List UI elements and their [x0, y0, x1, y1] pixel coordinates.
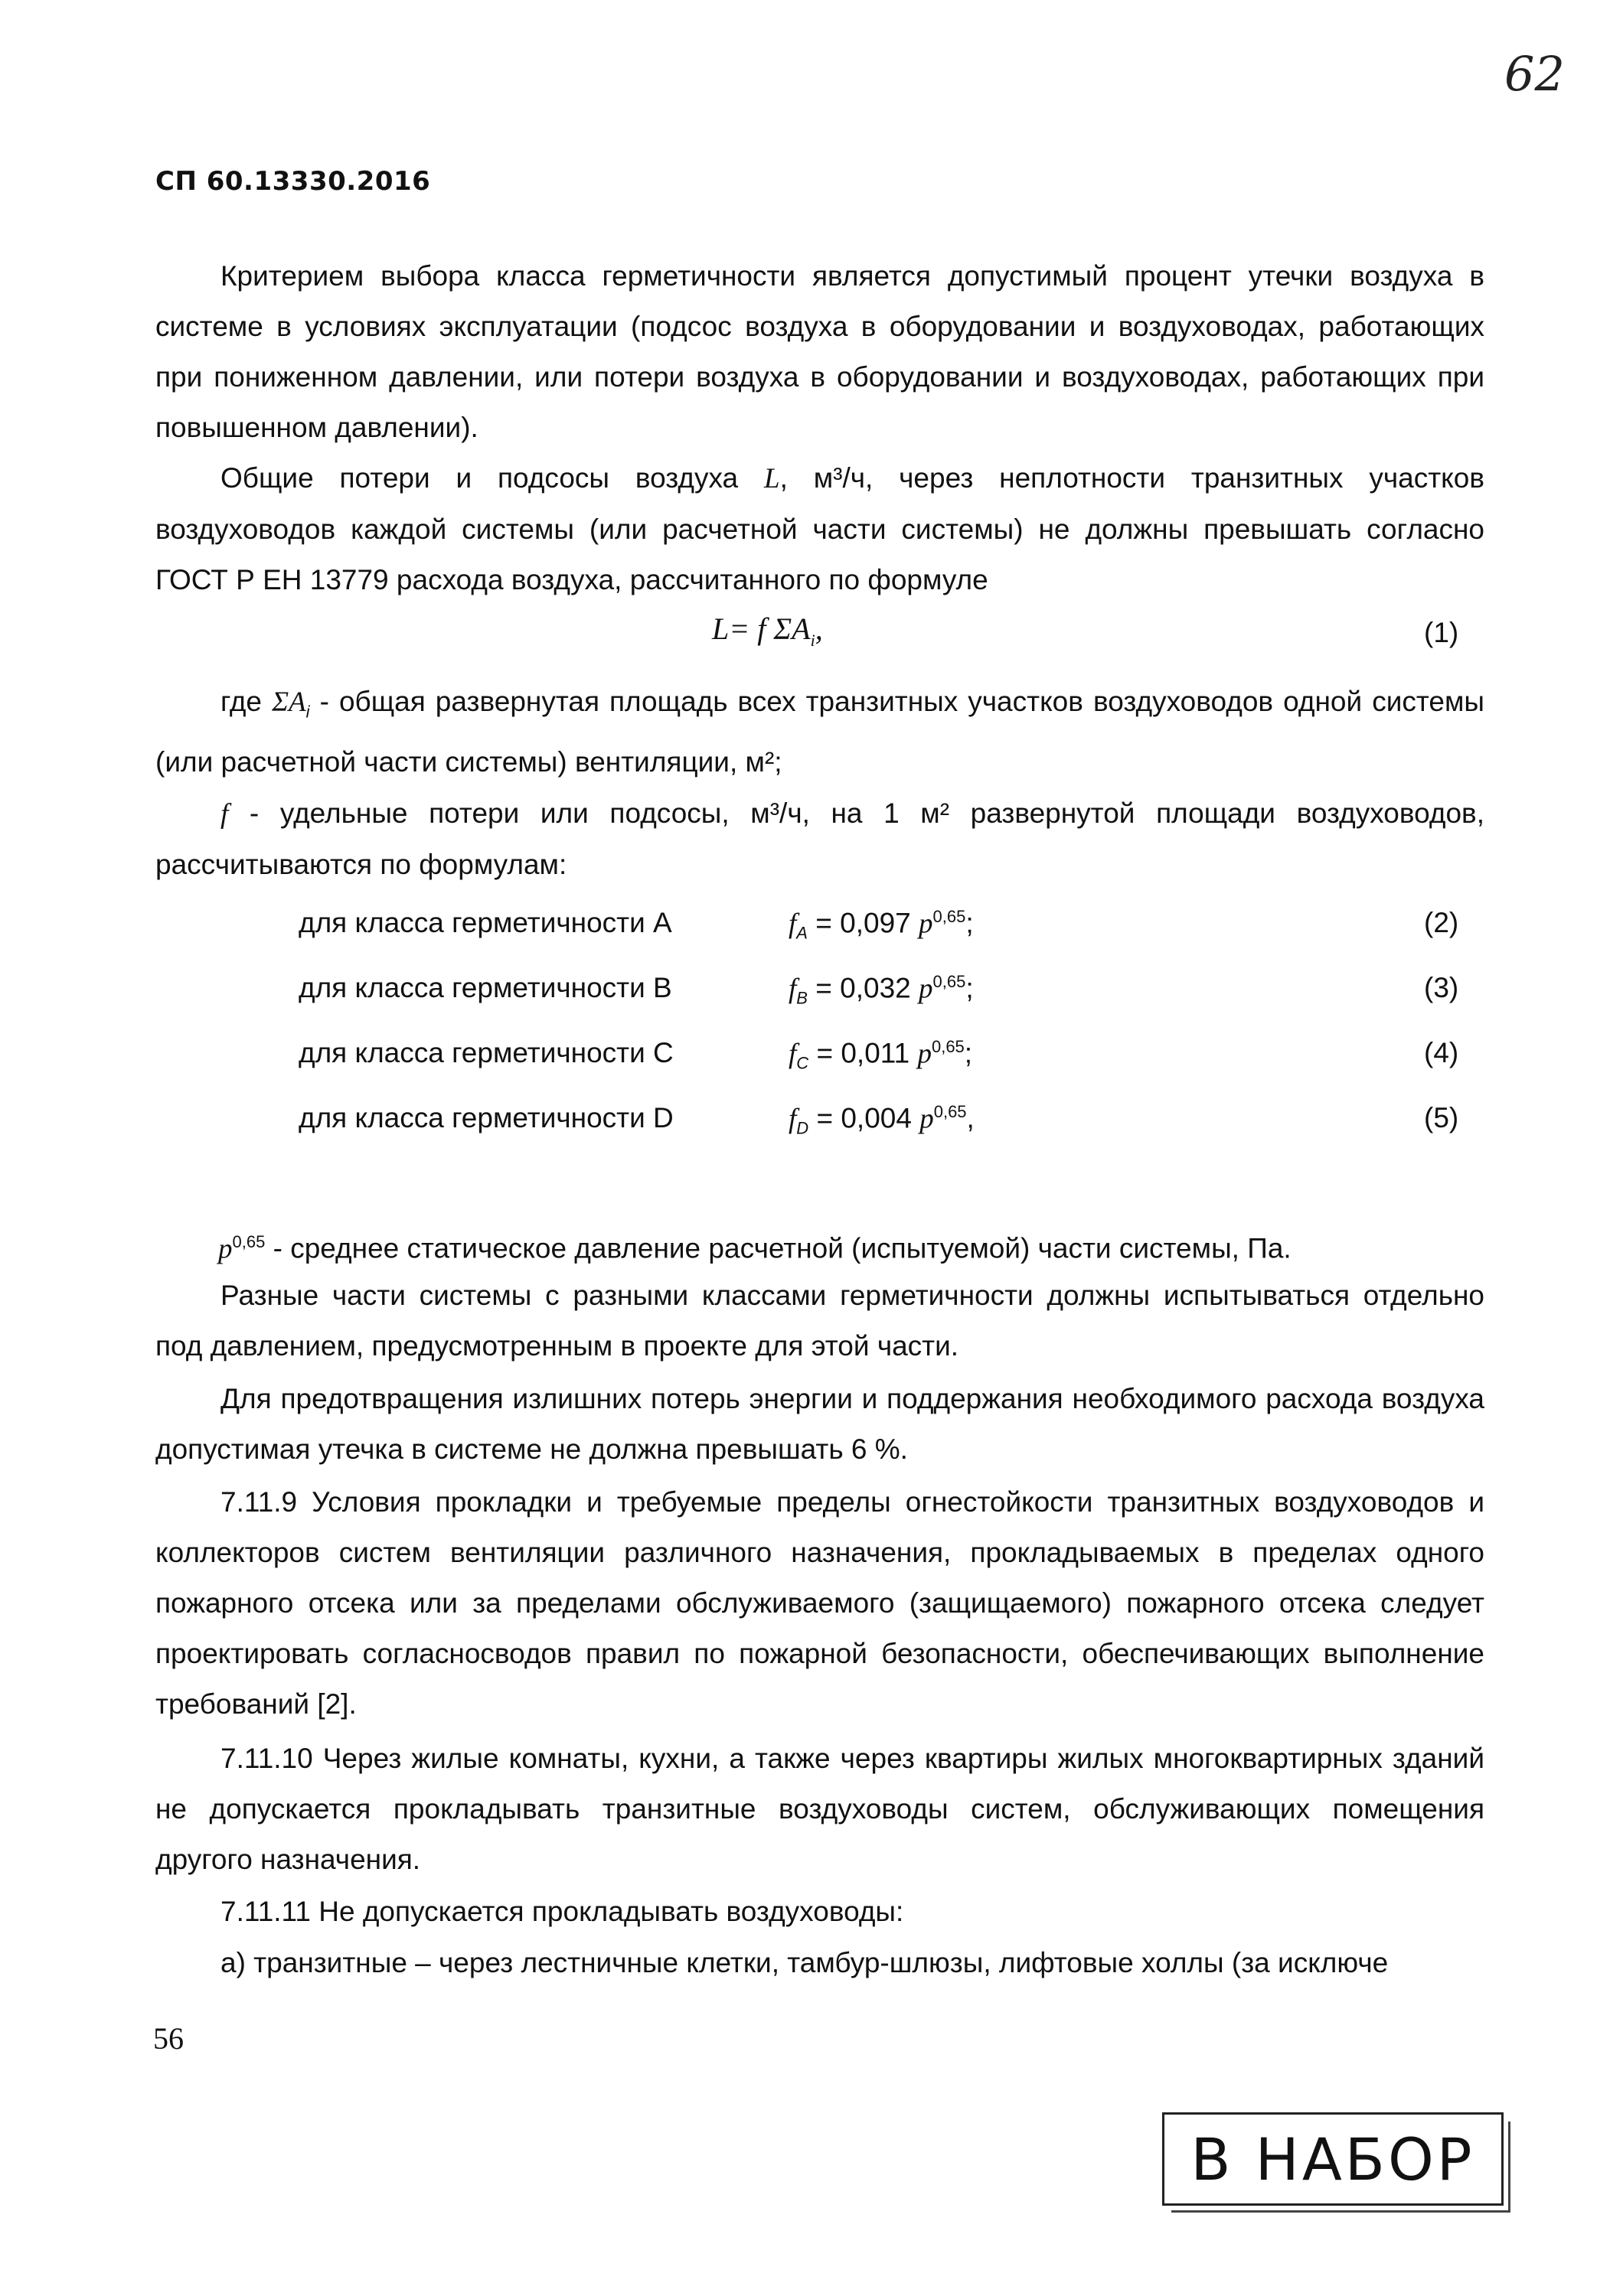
equation-number-1: (1) [1424, 617, 1459, 648]
formula-f: f [789, 1038, 797, 1070]
where-label: где [220, 686, 263, 717]
symbol-p-exp: 0,65 [232, 1232, 266, 1251]
where-area-description: - общая развернутая площадь всех транзитных участков воздуховодов одной системы (или расчетной части системы) вентиляции, м²; [155, 686, 1485, 778]
equation-number: (5) [1424, 1102, 1459, 1133]
symbol-sum-area-sub: i [305, 702, 310, 722]
symbol-L: L [764, 463, 780, 494]
paragraph-where-area [155, 677, 1484, 788]
symbol-p: p [218, 1233, 233, 1265]
paragraph-total-losses-rest: , м³/ч, через неплотности транзитных участков воздуховодов каждой системы (или расчетной части системы) не должны превышать согласно ГОСТ Р ЕН 13779 расхода воздуха, рассчитанного по формуле [155, 462, 1484, 595]
formula-exp: 0,65 [932, 972, 966, 991]
paragraph-different-parts: Разные части системы с разными классами герметичности должны испытываться отдельно под давлением, предусмотренным в проекте для этой части. [155, 1280, 1484, 1362]
document-id: СП 60.13330.2016 [155, 166, 431, 197]
specific-losses-description: - удельные потери или подсосы, м³/ч, на 1 м² развернутой площади воздуховодов, рассчитываются по формулам: [155, 797, 1484, 880]
paragraph-total-losses-lead: Общие потери и подсосы воздуха [220, 462, 739, 494]
class-formula [789, 907, 974, 944]
formula-coef: = 0,011 [808, 1037, 918, 1069]
formula-sub: B [796, 988, 808, 1008]
class-label: для класса герметичности D [299, 1102, 674, 1133]
formula-p: p [919, 1103, 934, 1135]
formula-p: p [917, 1038, 932, 1070]
formula-end: ; [964, 1037, 973, 1069]
formula-exp: 0,65 [931, 1037, 965, 1056]
formula-1-tail: , [815, 612, 823, 646]
handwritten-page-number: 62 [1504, 46, 1565, 102]
formula-exp: 0,65 [932, 907, 966, 926]
paragraph-specific-losses [155, 788, 1484, 890]
class-label: для класса герметичности С [299, 1037, 674, 1068]
paragraph-criteria: Критерием выбора класса герметичности является допустимый процент утечки воздуха в системе в условиях эксплуатации (подсос воздуха в оборудовании и воздуховодах, работающих при пониженном давлении, или потери воздуха в оборудовании и воздуховодах, работающих при повышенном давлении). [155, 260, 1484, 443]
paragraph-item-a: а) транзитные – через лестничные клетки, тамбур-шлюзы, лифтовые холлы (за исключе [220, 1947, 1389, 1978]
equation-number: (2) [1424, 907, 1459, 938]
paragraph-7-11-10: 7.11.10 Через жилые комнаты, кухни, а также через квартиры жилых многоквартирных зданий не допускается прокладывать транзитные воздуховоды систем, обслуживающих помещения другого назначения. [155, 1743, 1484, 1875]
formula-p: p [919, 973, 933, 1005]
formula-sub: A [796, 923, 808, 943]
class-formula [789, 972, 974, 1009]
formula-end: , [966, 1102, 975, 1134]
formula-sub: D [796, 1118, 809, 1138]
paragraph-7-11-9: 7.11.9 Условия прокладки и требуемые пределы огнестойкости транзитных воздуховодов и коллекторов систем вентиляции различного назначения, прокладываемых в пределах одного пожарного отсека или за пределами обслуживаемого (защищаемого) пожарного отсека следует проектировать согласносводов правил по пожарной безопасности, обеспечивающих выполнение требований [2]. [155, 1486, 1484, 1720]
formula-exp: 0,65 [933, 1102, 967, 1121]
paragraph-total-losses [155, 453, 1484, 605]
formula-end: ; [965, 972, 974, 1004]
formula-1 [712, 611, 823, 651]
formula-1-body: L= f ΣA [712, 612, 811, 646]
formula-end: ; [965, 907, 974, 939]
symbol-sum-area: ΣA [272, 687, 306, 718]
class-formula [789, 1037, 972, 1074]
formula-p: p [919, 908, 933, 940]
formula-sub: C [796, 1053, 809, 1073]
equation-number: (3) [1424, 972, 1459, 1003]
class-formula [789, 1102, 975, 1139]
class-label: для класса герметичности А [299, 907, 672, 938]
formula-f: f [789, 973, 797, 1005]
formula-coef: = 0,097 [807, 907, 919, 939]
paragraph-leak-limit: Для предотвращения излишних потерь энергии и поддержания необходимого расхода воздуха допустимая утечка в системе не должна превышать 6 %. [155, 1383, 1484, 1465]
page-number: 56 [153, 2021, 184, 2056]
class-label: для класса герметичности В [299, 972, 672, 1003]
pressure-description: - среднее статическое давление расчетной (испытуемой) части системы, Па. [265, 1232, 1292, 1264]
symbol-f: f [220, 798, 229, 830]
equation-number: (4) [1424, 1037, 1459, 1068]
formula-1-sub: i [810, 631, 815, 650]
stamp-v-nabor: В НАБОР [1162, 2112, 1504, 2206]
formula-coef: = 0,032 [807, 972, 919, 1004]
formula-coef: = 0,004 [808, 1102, 920, 1134]
formula-f: f [789, 1103, 797, 1135]
paragraph-pressure [218, 1217, 1484, 1274]
formula-f: f [789, 908, 797, 940]
paragraph-7-11-11: 7.11.11 Не допускается прокладывать воздуховоды: [220, 1896, 904, 1927]
